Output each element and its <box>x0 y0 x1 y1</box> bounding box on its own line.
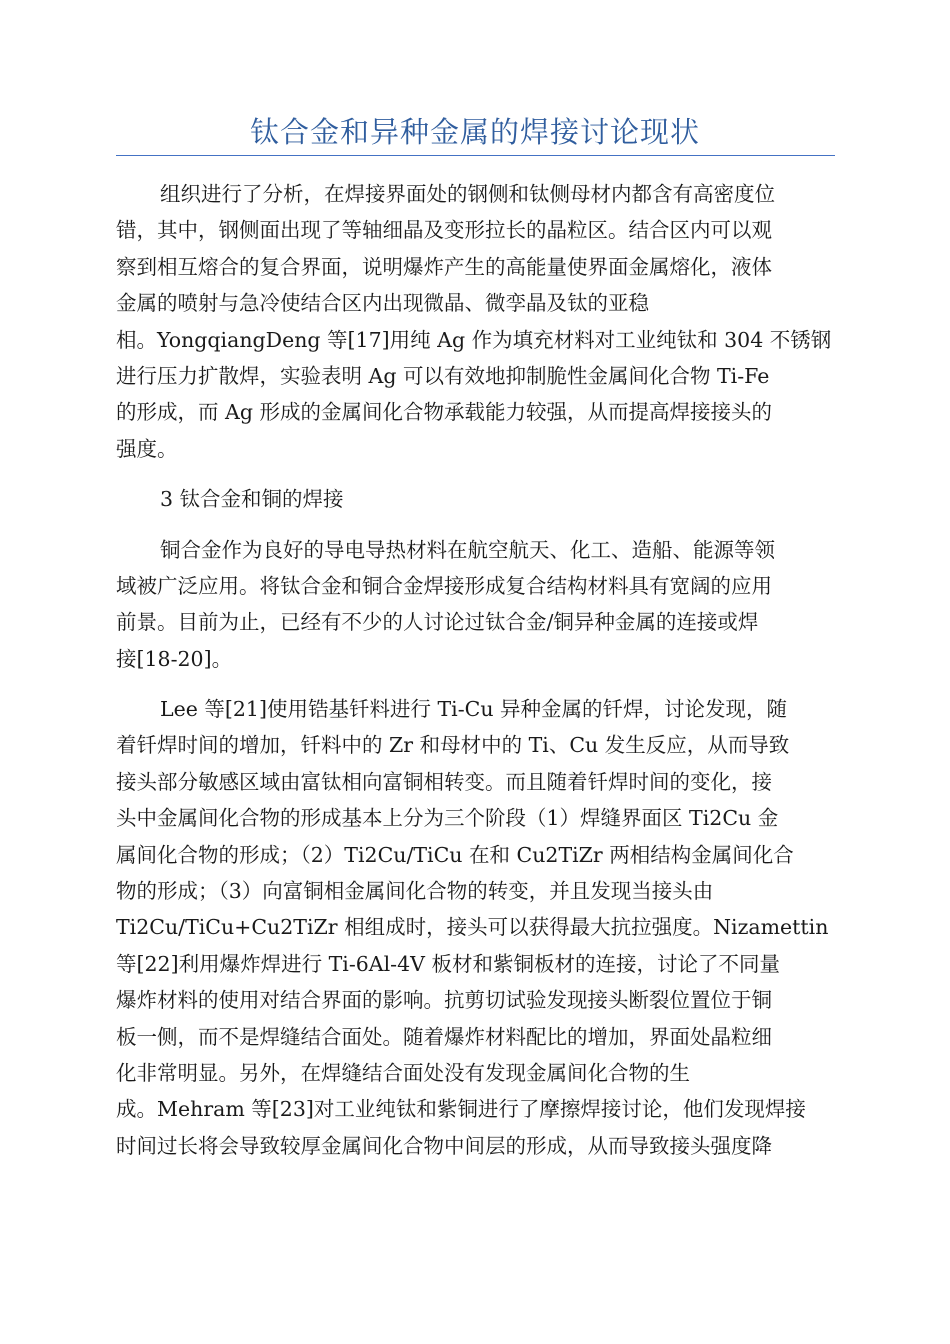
paragraph <box>116 176 834 467</box>
text-line: 头中金属间化合物的形成基本上分为三个阶段（1）焊缝界面区 Ti2Cu 金 <box>116 806 779 831</box>
document-title: 钛合金和异种金属的焊接讨论现状 <box>249 115 700 149</box>
text-line: 前景。目前为止，已经有不少的人讨论过钛合金/铜异种金属的连接或焊 <box>116 610 759 635</box>
text-line: 化非常明显。另外，在焊缝结合面处没有发现金属间化合物的生 <box>116 1060 690 1085</box>
paragraph-spacer <box>116 518 834 532</box>
paragraph-spacer <box>116 677 834 691</box>
document-body <box>116 176 834 1164</box>
text-line: 进行压力扩散焊，实验表明 Ag 可以有效地抑制脆性金属间化合物 Ti-Fe <box>116 363 770 388</box>
text-line: 等[22]利用爆炸焊进行 Ti-6Al-4V 板材和紫铜板材的连接，讨论了不同量 <box>116 951 780 976</box>
text-line: 接头部分敏感区域由富钛相向富铜相转变。而且随着钎焊时间的变化，接 <box>116 769 772 794</box>
text-line: 错，其中，钢侧面出现了等轴细晶及变形拉长的晶粒区。结合区内可以观 <box>116 218 772 243</box>
text-line: 时间过长将会导致较厚金属间化合物中间层的形成，从而导致接头强度降 <box>116 1133 772 1158</box>
text-line: 物的形成；（3）向富铜相金属间化合物的转变，并且发现当接头由 <box>116 879 714 904</box>
text-line: 板一侧，而不是焊缝结合面处。随着爆炸材料配比的增加，界面处晶粒细 <box>116 1024 772 1049</box>
text-line: 属间化合物的形成；（2）Ti2Cu/TiCu 在和 Cu2TiZr 两相结构金属间化合 <box>116 842 794 867</box>
text-line: 着钎焊时间的增加，钎料中的 Zr 和母材中的 Ti、Cu 发生反应，从而导致 <box>116 733 790 758</box>
paragraph <box>116 532 834 678</box>
title-underline <box>116 155 835 156</box>
text-line: 接[18-20]。 <box>116 646 233 671</box>
section-heading-text: 3 钛合金和铜的焊接 <box>160 487 344 512</box>
text-line: 强度。 <box>116 436 178 461</box>
text-line: Lee 等[21]使用锆基钎料进行 Ti-Cu 异种金属的钎焊，讨论发现，随 <box>160 697 788 722</box>
text-line: 爆炸材料的使用对结合界面的影响。抗剪切试验发现接头断裂位置位于铜 <box>116 988 772 1013</box>
paragraph <box>116 691 834 1164</box>
text-line: Ti2Cu/TiCu+Cu2TiZr 相组成时，接头可以获得最大抗拉强度。Nizamettin <box>116 915 829 940</box>
text-line: 铜合金作为良好的导电导热材料在航空航天、化工、造船、能源等领 <box>160 537 775 562</box>
text-line: 域被广泛应用。将钛合金和铜合金焊接形成复合结构材料具有宽阔的应用 <box>116 573 772 598</box>
text-line: 组织进行了分析，在焊接界面处的钢侧和钛侧母材内都含有高密度位 <box>160 182 775 206</box>
text-line: 金属的喷射与急冷使结合区内出现微晶、微孪晶及钛的亚稳 <box>116 291 649 316</box>
text-line: 成。Mehram 等[23]对工业纯钛和紫铜进行了摩擦焊接讨论，他们发现焊接 <box>116 1097 806 1122</box>
text-line: 的形成，而 Ag 形成的金属间化合物承载能力较强，从而提高焊接接头的 <box>116 400 772 425</box>
text-line: 相。YongqiangDeng 等[17]用纯 Ag 作为填充材料对工业纯钛和 304 不锈钢 <box>116 327 832 352</box>
paragraph-spacer <box>116 467 834 481</box>
text-line: 察到相互熔合的复合界面，说明爆炸产生的高能量使界面金属熔化，液体 <box>116 254 772 279</box>
section-heading <box>116 481 834 517</box>
